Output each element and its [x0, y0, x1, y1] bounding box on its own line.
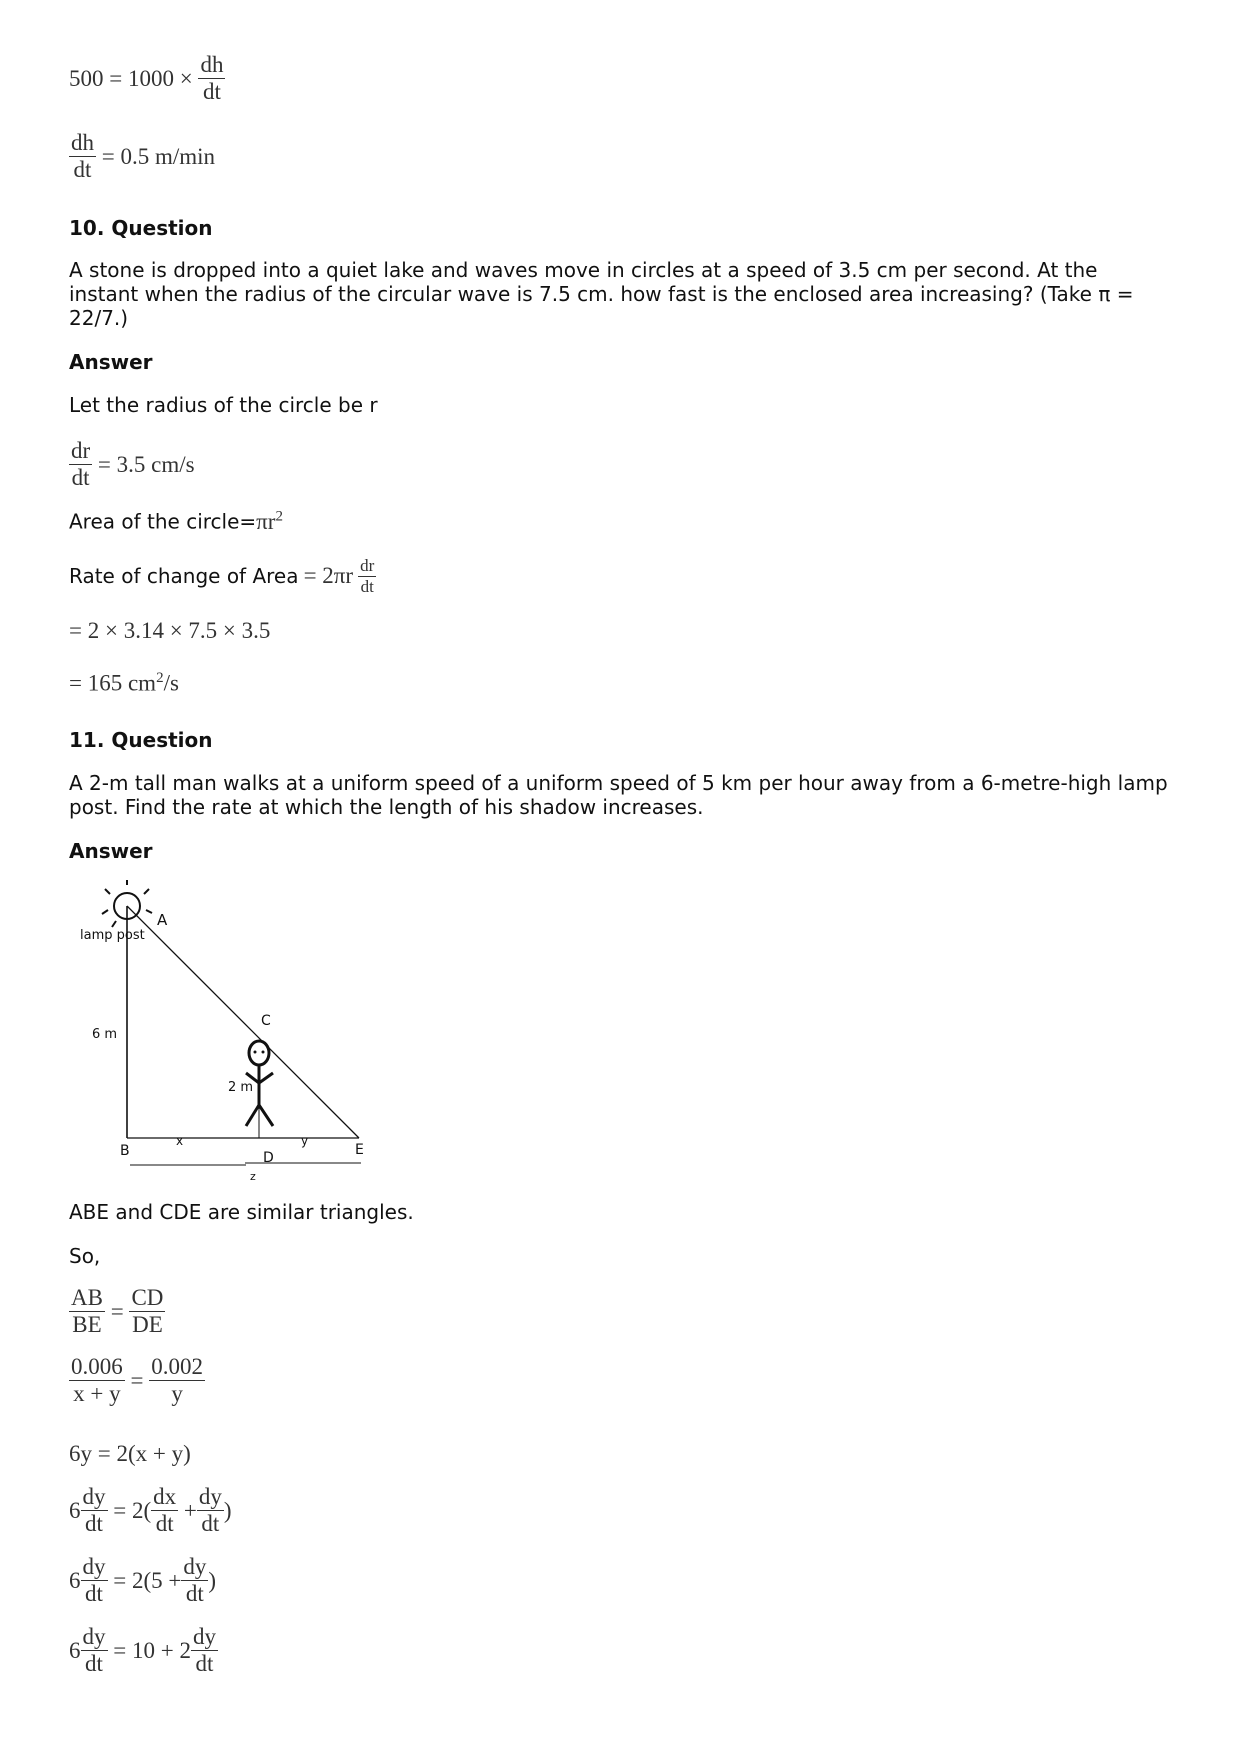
ratio-equation-2: $\frac{0.006}{x + y}$ = $\frac{0.002}{y}$	[71, 1354, 203, 1407]
similar-triangles-text: ABE and CDE are similar triangles.	[69, 1200, 414, 1224]
question-11-heading: 11. Question	[69, 728, 213, 752]
light-ray-line	[127, 906, 359, 1138]
lamp-post-diagram	[78, 880, 378, 1185]
label-6m: 6 m	[92, 1027, 118, 1042]
question-10-answer-label: Answer	[69, 350, 153, 374]
ratio-equation-1: $\frac{AB}{BE}$ = $\frac{CD}{DE}$	[71, 1285, 164, 1338]
rate-of-change-line: Rate of change of Area = 2πr $\frac{dr}{dt}$	[69, 556, 375, 596]
derivative-equation-2: 6 $\frac{dy}{dt}$ = 2(5 + $\frac{dy}{dt}$ )	[69, 1554, 217, 1607]
label-z: z	[250, 1170, 256, 1183]
label-x: x	[176, 1134, 184, 1148]
let-radius-text: Let the radius of the circle be r	[69, 393, 378, 417]
label-c: C	[261, 1013, 271, 1029]
calculation-line-1: = 2 × 3.14 × 7.5 × 3.5	[69, 618, 271, 643]
question-11-text: A 2-m tall man walks at a uniform speed of a uniform speed of 5 km per hour away from a 6-metre-high lamp post. Find the rate at which the length of his shadow increases.	[69, 771, 1168, 819]
question-11-answer-label: Answer	[69, 839, 153, 863]
equation-dh-dt: $\frac{dh}{dt}$ = 0.5 m/min	[71, 130, 216, 183]
label-e: E	[355, 1142, 364, 1158]
question-10-heading: 10. Question	[69, 216, 213, 240]
equation-dr-dt: $\frac{dr}{dt}$ = 3.5 cm/s	[71, 438, 195, 491]
derivative-equation-1: 6 $\frac{dy}{dt}$ = 2( $\frac{dx}{dt}$ + $\frac{dy}{dt}$ )	[69, 1484, 232, 1537]
so-text: So,	[69, 1244, 101, 1268]
area-line: Area of the $circle=\pi r^2$	[69, 508, 283, 534]
label-lamp-post: lamp post	[80, 928, 145, 943]
equation-rate-volume: 500 = 1000 × $\frac{dh}{dt}$	[69, 52, 224, 105]
question-10-text: A stone is dropped into a quiet lake and waves move in circles at a speed of 3.5 cm per second. At the instant when the radius of the circular wave is 7.5 cm. how fast is the enclosed area increasing? (Take π = 22/7.)	[69, 258, 1134, 330]
calculation-result: = 165 $cm^2/s$	[69, 670, 179, 696]
label-a: A	[157, 911, 168, 929]
label-d: D	[263, 1150, 274, 1166]
equation-6y: 6y = 2(x + y)	[69, 1441, 191, 1466]
label-b: B	[120, 1143, 130, 1159]
label-2m: 2 m	[228, 1080, 254, 1095]
derivative-equation-3: 6 $\frac{dy}{dt}$ = 10 + 2 $\frac{dy}{dt}$	[69, 1624, 216, 1677]
label-y: y	[301, 1134, 309, 1148]
